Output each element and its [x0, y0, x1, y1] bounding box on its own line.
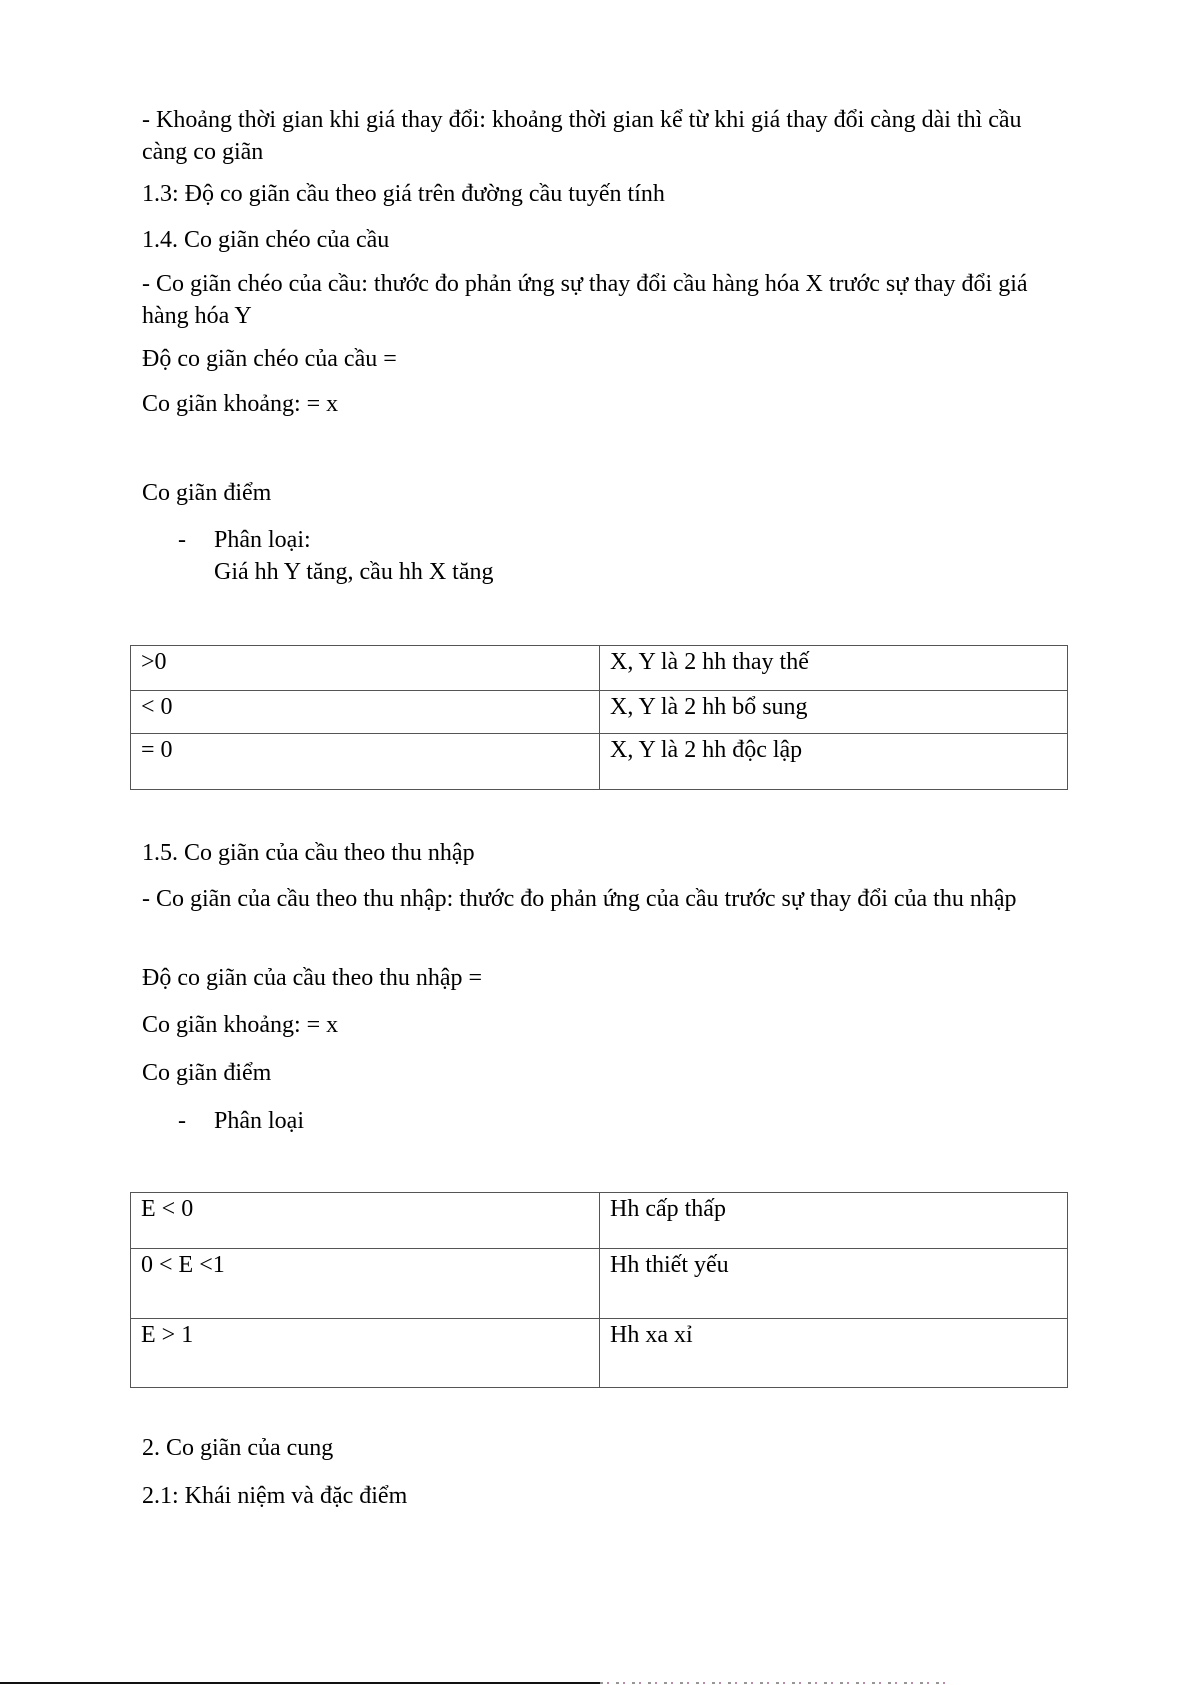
paragraph-time-period: - Khoảng thời gian khi giá thay đổi: khoảng thời gian kể từ khi giá thay đổi càng dài thì cầu càng co giãn	[142, 107, 1022, 165]
table-row	[131, 1193, 1068, 1249]
table-cell-condition: E > 1	[131, 1319, 600, 1388]
table-cell-condition: 0 < E <1	[131, 1249, 600, 1319]
table-cell-condition: >0	[131, 646, 600, 691]
table-row	[131, 646, 1068, 691]
paragraph-cross-elasticity-definition: - Co giãn chéo của cầu: thước đo phản ứng sự thay đổi cầu hàng hóa X trước sự thay đổi giá hàng hóa Y	[142, 271, 1028, 329]
table-cell-condition: E < 0	[131, 1193, 600, 1249]
income-arc-elasticity: Co giãn khoảng: = x	[142, 1012, 339, 1038]
table-cell-meaning: X, Y là 2 hh độc lập	[600, 734, 1068, 790]
cross-elasticity-formula: Độ co giãn chéo của cầu =	[142, 346, 397, 372]
paragraph-income-elasticity-definition: - Co giãn của cầu theo thu nhập: thước đo phản ứng của cầu trước sự thay đổi của thu nhập	[142, 886, 1017, 912]
table-cell-condition: = 0	[131, 734, 600, 790]
list-bullet-dash: -	[178, 1108, 186, 1134]
cross-elasticity-table	[130, 645, 1068, 790]
table-row	[131, 734, 1068, 790]
cross-classify-note: Giá hh Y tăng, cầu hh X tăng	[214, 559, 494, 585]
table-cell-meaning: X, Y là 2 hh bổ sung	[600, 691, 1068, 734]
table-cell-meaning: Hh cấp thấp	[600, 1193, 1068, 1249]
income-point-elasticity: Co giãn điểm	[142, 1060, 272, 1086]
table-row	[131, 691, 1068, 734]
heading-1-4: 1.4. Co giãn chéo của cầu	[142, 227, 390, 253]
heading-1-3: 1.3: Độ co giãn cầu theo giá trên đường cầu tuyến tính	[142, 181, 665, 207]
cross-arc-elasticity: Co giãn khoảng: = x	[142, 391, 339, 417]
income-elasticity-formula: Độ co giãn của cầu theo thu nhập =	[142, 965, 483, 991]
list-bullet-dash: -	[178, 527, 186, 553]
table-cell-meaning: X, Y là 2 hh thay thế	[600, 646, 1068, 691]
heading-1-5: 1.5. Co giãn của cầu theo thu nhập	[142, 840, 475, 866]
table-cell-meaning: Hh thiết yếu	[600, 1249, 1068, 1319]
page-bottom-edge-artifact	[600, 1682, 950, 1684]
table-cell-meaning: Hh xa xỉ	[600, 1319, 1068, 1388]
table-row	[131, 1249, 1068, 1319]
cross-point-elasticity: Co giãn điểm	[142, 480, 272, 506]
cross-classify-label: Phân loại:	[214, 527, 311, 553]
page-bottom-edge	[0, 1682, 600, 1684]
table-cell-condition: < 0	[131, 691, 600, 734]
income-classify-label: Phân loại	[214, 1108, 304, 1134]
heading-2-1: 2.1: Khái niệm và đặc điểm	[142, 1483, 408, 1509]
heading-2: 2. Co giãn của cung	[142, 1435, 334, 1461]
table-row	[131, 1319, 1068, 1388]
income-elasticity-table	[130, 1192, 1068, 1388]
